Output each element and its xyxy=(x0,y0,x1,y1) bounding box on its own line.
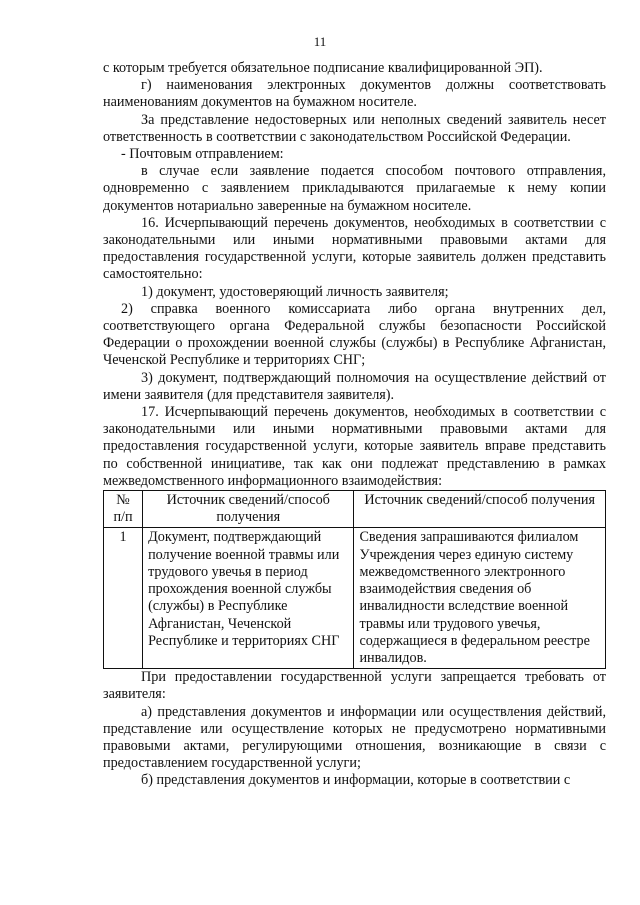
paragraph-item-17: 17. Исчерпывающий перечень документов, необходимых в соответствии с законодательными или иными нормативными правовыми актами для предоставления государственной услуги, которые заявитель вправе представить по собственной инициативе, так как они подлежат представлению в рамках межведомственного информационного взаимодействия: xyxy=(103,404,606,489)
paragraph: в случае если заявление подается способом почтового отправления, одновременно с заявлением прикладываются прилагаемые к нему копии документов нотариально заверенные на бумажном носителе. xyxy=(103,163,606,214)
column-header-source: Источник сведений/способ получения xyxy=(143,491,354,528)
list-item: а) представления документов и информации или осуществления действий, представление или осуществление которых не предусмотрено нормативными правовыми актами, регулирующими отношения, возникающие в связи с предоставлением государственной услуги; xyxy=(103,703,606,772)
document-body xyxy=(103,60,606,790)
list-item: 3) документ, подтверждающий полномочия на осуществление действий от имени заявителя (для представителя заявителя). xyxy=(103,369,606,403)
paragraph: При предоставлении государственной услуги запрещается требовать от заявителя: xyxy=(103,669,606,703)
list-item: 2) справка военного комиссариата либо органа внутренних дел, соответствующего органа Федеральной службы безопасности Российской Федерации о прохождении военной службы (службы) в Республике Афганистан, Чеченской Республике и территориях СНГ; xyxy=(103,300,606,369)
column-header-source-2: Источник сведений/способ получения xyxy=(354,491,606,528)
table-cell-method: Сведения запрашиваются филиалом Учреждения через единую систему межведомственного электронного взаимодействия сведения об инвалидности вследствие военной травмы или трудового увечья, содержащиеся в федеральном реестре инвалидов. xyxy=(354,528,606,669)
paragraph: За представление недостоверных или неполных сведений заявитель несет ответственность в соответствии с законодательством Российской Федерации. xyxy=(103,111,606,145)
paragraph: г) наименования электронных документов должны соответствовать наименованиям документов на бумажном носителе. xyxy=(103,77,606,111)
list-item: б) представления документов и информации, которые в соответствии с xyxy=(141,772,571,789)
page-number: 11 xyxy=(313,34,327,49)
paragraph-item-16: 16. Исчерпывающий перечень документов, необходимых в соответствии с законодательными или иными нормативными правовыми актами для предоставления государственной услуги, которые заявитель должен представить самостоятельно: xyxy=(103,214,606,283)
paragraph: - Почтовым отправлением: xyxy=(121,146,284,163)
list-item: 1) документ, удостоверяющий личность заявителя; xyxy=(141,283,449,300)
column-header-number: № п/п xyxy=(104,491,143,528)
table-header-row xyxy=(104,491,606,528)
table-cell-document: Документ, подтверждающий получение военной травмы или трудового увечья в период прохождения военной службы (службы) в Республике Афганистан, Чеченской Республике и территориях СНГ xyxy=(143,528,354,669)
documents-table xyxy=(103,490,606,669)
table-cell-number: 1 xyxy=(104,528,143,669)
table-row xyxy=(104,528,606,669)
paragraph: с которым требуется обязательное подписание квалифицированной ЭП). xyxy=(103,60,543,76)
